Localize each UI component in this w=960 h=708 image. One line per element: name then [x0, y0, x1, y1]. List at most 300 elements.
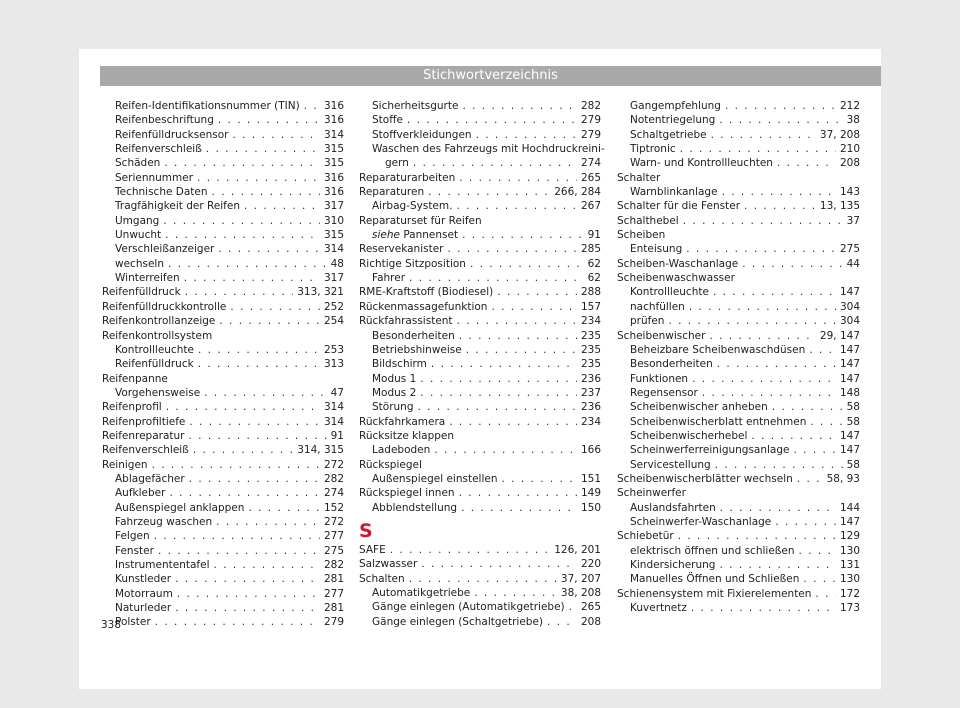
dot-leader: [456, 199, 576, 213]
index-entry-term: [115, 343, 194, 357]
dot-leader: [198, 343, 320, 357]
index-entry-term: [372, 357, 427, 371]
index-entry-text: Funktionen: [630, 372, 689, 385]
dot-leader: [725, 99, 836, 113]
dot-leader: [218, 113, 320, 127]
dot-leader: [177, 587, 320, 601]
index-entry-term: [630, 501, 716, 515]
index-entry-text: Reparaturen: [359, 186, 425, 199]
index-entry-text: Scheibenwischerblätter wechseln: [617, 472, 793, 485]
index-entry-text: Reifenverschleiß: [102, 444, 189, 457]
index-entry: [617, 587, 860, 601]
index-entry-term: [617, 214, 679, 228]
dot-leader: [692, 372, 836, 386]
index-entry-pages: 172: [839, 587, 860, 600]
index-entry-text: Reifenprofiltiefe: [102, 415, 186, 428]
index-entry-term: [630, 357, 713, 371]
index-entry-term: [630, 544, 795, 558]
dot-leader: [407, 113, 577, 127]
dot-leader: [413, 156, 577, 170]
index-entry-term: [102, 415, 185, 429]
index-entry-pages: 13, 135: [819, 200, 860, 213]
index-entry-term: [115, 587, 173, 601]
dot-leader: [751, 429, 836, 443]
dot-leader: [709, 329, 815, 343]
index-entry-text: Sicherheitsgurte: [372, 100, 459, 112]
index-entry: [359, 400, 601, 414]
index-entry-pages: 29, 147: [819, 329, 860, 342]
index-entry-text: Servicestellung: [630, 458, 711, 471]
section-title: Stichwortverzeichnis: [423, 68, 558, 83]
index-entry-text: Gänge einlegen (Automatikgetriebe): [372, 601, 565, 614]
index-entry-term: [630, 429, 747, 443]
dot-leader: [678, 529, 836, 543]
index-entry: [102, 156, 344, 170]
index-entry-pages: 147: [839, 286, 860, 299]
index-entry-term: [630, 113, 715, 127]
index-entry-text: Besonderheiten: [372, 329, 455, 342]
index-entry-text: Reifenfülldruck: [115, 358, 194, 371]
index-entry: [102, 343, 344, 357]
index-entry: [617, 486, 860, 500]
index-entry: [102, 128, 344, 142]
index-entry-term: [630, 372, 688, 386]
index-entry: [617, 300, 860, 314]
index-entry: [102, 587, 344, 601]
index-entry-term: [630, 128, 707, 142]
index-entry: [102, 214, 344, 228]
index-entry-text: Enteisung: [630, 243, 683, 256]
index-entry: [102, 372, 344, 386]
dot-leader: [491, 300, 577, 314]
index-entry-term: [102, 314, 215, 328]
index-entry-pages: 272: [323, 458, 344, 471]
index-entry-text: Fahrer: [372, 272, 406, 285]
index-entry-text: Stoffe: [372, 114, 403, 127]
index-entry-term: [372, 615, 543, 629]
index-entry-pages: 58, 93: [826, 472, 860, 485]
index-entry-text: Reifenbeschriftung: [115, 114, 214, 127]
index-entry-pages: 274: [580, 157, 601, 170]
index-entry-term: [115, 242, 214, 256]
index-entry-text: Aufkleber: [115, 487, 166, 500]
index-entry-term: [115, 113, 214, 127]
index-entry-term: [372, 443, 430, 457]
index-entry-pages: 220: [580, 558, 601, 571]
index-entry-text: Polster: [115, 616, 151, 629]
index-entry-text: Automatikgetriebe: [372, 587, 471, 599]
index-entry: [617, 343, 860, 357]
index-entry-term: [115, 257, 164, 271]
dot-leader: [459, 329, 577, 343]
index-entry-pages: 210: [839, 143, 860, 156]
dot-leader: [683, 214, 843, 228]
dot-leader: [154, 529, 320, 543]
index-entry-text: SAFE: [359, 543, 386, 556]
dot-leader: [777, 156, 836, 170]
dot-leader: [719, 558, 835, 572]
index-entry-text: Rückenmassagefunktion: [359, 300, 488, 313]
index-entry-text: Auslandsfahrten: [630, 501, 716, 514]
index-entry-term: [115, 228, 161, 242]
index-entry-text: Stoffverkleidungen: [372, 128, 472, 141]
index-entry-term: [372, 501, 457, 515]
index-entry-term: [115, 472, 185, 486]
index-entry: [359, 99, 601, 113]
dot-leader: [233, 128, 320, 142]
index-entry-pages: 130: [839, 544, 860, 557]
index-entry-pages: 208: [839, 157, 860, 170]
dot-leader: [418, 400, 577, 414]
index-entry-text: Instrumententafel: [115, 559, 210, 571]
index-entry-term: [617, 486, 686, 500]
index-entry-pages: 166: [580, 444, 601, 457]
index-entry: [359, 543, 601, 557]
index-entry-pages: 281: [323, 573, 344, 586]
index-entry-pages: 272: [323, 515, 344, 528]
index-entry-term: [359, 171, 455, 185]
index-entry-pages: 147: [839, 515, 860, 528]
dot-leader: [168, 257, 327, 271]
index-entry-text: Scheinwerfer: [617, 487, 686, 500]
index-entry-term: [102, 458, 148, 472]
index-entry: [102, 113, 344, 127]
index-entry-text: Richtige Sitzposition: [359, 257, 466, 270]
index-entry-text: wechseln: [115, 257, 164, 270]
index-entry: [102, 142, 344, 156]
index-entry-term: [630, 386, 698, 400]
index-entry-term: [630, 343, 805, 357]
index-entry-pages: 236: [580, 401, 601, 414]
dot-leader: [744, 199, 816, 213]
index-entry-term: [372, 128, 472, 142]
dot-leader: [212, 185, 320, 199]
index-entry-pages: 314: [323, 415, 344, 428]
index-entry: [102, 185, 344, 199]
index-entry-term: [359, 257, 466, 271]
index-entry-term: [359, 572, 405, 586]
index-entry-text: Rückspiegel innen: [359, 487, 455, 500]
index-entry: [359, 415, 601, 429]
index-entry-pages: 147: [839, 444, 860, 457]
index-entry-pages: 62: [587, 257, 601, 270]
index-entry-pages: 274: [323, 487, 344, 500]
dot-leader: [809, 343, 836, 357]
index-entry-pages: 254: [323, 315, 344, 328]
index-entry: [102, 615, 344, 629]
index-entry-text: Störung: [372, 401, 414, 414]
index-entry-pages: 130: [839, 573, 860, 586]
index-entry-pages: 151: [580, 472, 601, 485]
index-entry-pages: 236: [580, 372, 601, 385]
index-entry-term: [372, 199, 452, 213]
dot-leader: [702, 386, 836, 400]
dot-leader: [184, 271, 320, 285]
index-entry: [617, 443, 860, 457]
index-entry-term: [115, 558, 210, 572]
dot-leader: [459, 486, 577, 500]
index-entry-pages: 148: [839, 386, 860, 399]
index-entry-pages: 277: [323, 530, 344, 543]
index-entry-pages: 282: [323, 472, 344, 485]
index-entry-pages: 314: [323, 401, 344, 414]
index-entry: [617, 515, 860, 529]
index-entry-term: [359, 458, 422, 472]
dot-leader: [218, 242, 320, 256]
dot-leader: [219, 314, 320, 328]
dot-leader: [476, 128, 577, 142]
index-entry-pages: 58: [846, 415, 860, 428]
index-entry: [359, 329, 601, 343]
dot-leader: [461, 501, 577, 515]
index-entry-text: Schalthebel: [617, 214, 679, 227]
index-entry-pages: 288: [580, 286, 601, 299]
dot-leader: [810, 415, 842, 429]
index-entry: [102, 314, 344, 328]
index-entry: [617, 99, 860, 113]
index-entry: [102, 529, 344, 543]
index-entry-text: Winterreifen: [115, 272, 180, 285]
index-entry: [102, 242, 344, 256]
dot-leader: [189, 429, 327, 443]
index-entry-pages: 131: [839, 559, 860, 571]
index-entry: [102, 601, 344, 615]
index-entry-pages: 315: [323, 229, 344, 242]
index-entry-text: Modus 2: [372, 386, 417, 399]
index-entry-text: Motorraum: [115, 587, 173, 600]
index-entry: [102, 515, 344, 529]
dot-leader: [457, 314, 577, 328]
index-entry-text: Scheibenwischerhebel: [630, 429, 748, 442]
index-entry-pages: 317: [323, 272, 344, 285]
index-entry-text: Technische Daten: [115, 186, 208, 199]
index-entry-text: Ablagefächer: [115, 472, 185, 485]
dot-leader: [719, 113, 842, 127]
index-entry-term: [617, 587, 811, 601]
dot-leader: [447, 242, 576, 256]
index-entry-pages: 237: [580, 386, 601, 399]
index-entry-text: Schiebetür: [617, 530, 674, 543]
index-entry-term: [372, 343, 462, 357]
dot-leader: [691, 601, 836, 615]
index-entry-text: Reifen-Identifikationsnummer (TIN): [115, 100, 300, 112]
index-entry-term: [630, 515, 771, 529]
index-entry-term: [630, 242, 682, 256]
dot-leader: [689, 300, 836, 314]
index-entry: [102, 558, 344, 572]
index-entry-pages: 310: [323, 214, 344, 227]
index-entry-term: [115, 515, 212, 529]
index-entry-text: Schaltgetriebe: [630, 128, 707, 141]
dot-leader: [175, 572, 320, 586]
index-entry-term: [630, 415, 806, 429]
index-entry-text: Rückfahrassistent: [359, 315, 453, 328]
index-entry-text: Waschen des Fahrzeugs mit Hochdruckreini-: [372, 143, 605, 156]
index-entry-term: [115, 529, 150, 543]
index-entry-pages: 279: [580, 128, 601, 141]
index-entry-term: [372, 113, 403, 127]
index-entry-pages: 126, 201: [554, 543, 601, 556]
index-entry: [359, 486, 601, 500]
dot-leader: [175, 601, 320, 615]
index-entry: [617, 458, 860, 472]
index-entry-text: RME-Kraftstoff (Biodiesel): [359, 286, 494, 299]
dot-leader: [169, 486, 320, 500]
index-entry-term: [115, 128, 229, 142]
dot-leader: [797, 472, 823, 486]
index-entry-text: Besonderheiten: [630, 358, 713, 371]
index-entry-text: Außenspiegel anklappen: [115, 501, 245, 514]
index-entry: [617, 228, 860, 242]
index-entry-text: Reifenverschleiß: [115, 143, 202, 156]
index-entry: [359, 271, 601, 285]
index-entry-term: [630, 400, 768, 414]
index-entry-term: [115, 486, 165, 500]
index-entry-term: [359, 429, 454, 443]
index-entry: [359, 314, 601, 328]
index-entry: [617, 372, 860, 386]
index-entry-text: Scheibenwischerblatt entnehmen: [630, 415, 807, 428]
index-entry-pages: 91: [587, 229, 601, 242]
index-entry-text: Reparaturarbeiten: [359, 171, 456, 184]
index-entry-term: [630, 300, 685, 314]
index-entry-pages: 157: [580, 300, 601, 313]
index-entry-term: [115, 501, 244, 515]
index-entry-term: [630, 314, 664, 328]
index-entry-text: Kuvertnetz: [630, 602, 687, 615]
index-entry-term: [630, 601, 687, 615]
dot-leader: [421, 557, 577, 571]
dot-leader: [434, 443, 577, 457]
index-entry-pages: 282: [323, 559, 344, 571]
index-entry-text: Reifenprofil: [102, 401, 162, 414]
index-entry-term: [359, 486, 455, 500]
dot-leader: [206, 142, 320, 156]
index-entry: [102, 429, 344, 443]
index-entry-text: Abblendstellung: [372, 501, 458, 514]
index-entry-pages: 313, 321: [297, 286, 344, 299]
index-entry: [617, 199, 860, 213]
dot-leader: [775, 515, 836, 529]
index-entry-term: [617, 199, 740, 213]
dot-leader: [390, 543, 551, 557]
index-entry: [617, 400, 860, 414]
index-entry: [359, 501, 601, 515]
index-entry-term: [630, 99, 721, 113]
index-entry-term: [372, 142, 605, 156]
index-entry-pages: 313: [323, 358, 344, 371]
index-entry-term: [617, 228, 665, 242]
dot-leader: [668, 314, 836, 328]
index-entry-text: Modus 1: [372, 372, 417, 385]
index-entry-term: [385, 156, 409, 170]
index-entry-text: Tragfähigkeit der Reifen: [115, 200, 240, 213]
index-entry-pages: 234: [580, 315, 601, 328]
index-entry-pages: 281: [323, 602, 344, 615]
index-entry: [359, 185, 601, 199]
index-entry: [102, 572, 344, 586]
index-entry-text: Reservekanister: [359, 243, 444, 256]
index-entry: [617, 429, 860, 443]
index-entry-term: [359, 314, 453, 328]
index-entry-text: Salzwasser: [359, 558, 418, 571]
index-entry: [617, 257, 860, 271]
dot-leader: [216, 515, 320, 529]
index-entry-text: Schalter: [617, 171, 661, 184]
index-entry-text: Scheinwerferreinigungsanlage: [630, 444, 790, 457]
index-entry: [359, 199, 601, 213]
index-entry: [102, 386, 344, 400]
index-entry-pages: 173: [839, 602, 860, 615]
index-entry-text: Scheiben-Waschanlage: [617, 257, 739, 270]
index-entry-term: [630, 285, 709, 299]
index-entry: [359, 443, 601, 457]
index-entry-term: [372, 329, 455, 343]
index-entry-text: Airbag-System.: [372, 200, 453, 213]
index-column-3: [617, 99, 860, 615]
dot-leader: [214, 558, 320, 572]
index-entry: [359, 472, 601, 486]
dot-leader: [470, 257, 584, 271]
index-entry: [359, 586, 601, 600]
index-entry-term: [115, 386, 200, 400]
index-entry-term: [115, 199, 240, 213]
index-entry-text: Vorgehensweise: [115, 386, 201, 399]
index-entry-text: Kontrollleuchte: [115, 343, 194, 356]
index-entry: [617, 386, 860, 400]
index-entry: [102, 271, 344, 285]
index-entry-term: [115, 214, 159, 228]
index-entry: [617, 314, 860, 328]
index-entry-term: [630, 185, 718, 199]
index-entry-term: [102, 300, 226, 314]
index-entry-term: [372, 600, 565, 614]
index-entry: [617, 572, 860, 586]
index-entry: [617, 329, 860, 343]
index-entry-pages: 252: [323, 300, 344, 313]
index-entry-term: [372, 586, 470, 600]
index-entry-text: Reifenkontrollanzeige: [102, 315, 216, 328]
index-entry-text: Betriebshinweise: [372, 343, 462, 356]
index-entry-pages: 279: [580, 114, 601, 127]
index-entry-pages: 47: [330, 386, 344, 399]
index-entry-pages: 144: [839, 501, 860, 514]
index-entry-pages: 38, 208: [560, 587, 601, 599]
index-entry-pages: 208: [580, 615, 601, 628]
index-entry-term: [617, 171, 660, 185]
dot-leader: [711, 128, 816, 142]
index-entry-term: [115, 271, 180, 285]
index-entry-pages: 234: [580, 415, 601, 428]
index-entry: [102, 443, 344, 457]
index-entry-text: Reinigen: [102, 458, 148, 471]
index-entry-pages: 316: [323, 186, 344, 199]
index-entry-term: [372, 228, 458, 242]
dot-leader: [185, 285, 294, 299]
index-entry-term: [102, 285, 181, 299]
index-entry-term: [630, 572, 799, 586]
index-entry-term: [617, 329, 705, 343]
dot-leader: [449, 415, 577, 429]
index-entry-text: Fahrzeug waschen: [115, 515, 213, 528]
index-entry: [359, 113, 601, 127]
index-entry-text: Kindersicherung: [630, 559, 716, 571]
dot-leader: [462, 228, 584, 242]
index-entry-term: [115, 357, 194, 371]
index-entry-text: Reifenfülldrucksensor: [115, 128, 229, 141]
index-entry-text: Schalten: [359, 572, 405, 585]
dot-leader: [189, 472, 320, 486]
